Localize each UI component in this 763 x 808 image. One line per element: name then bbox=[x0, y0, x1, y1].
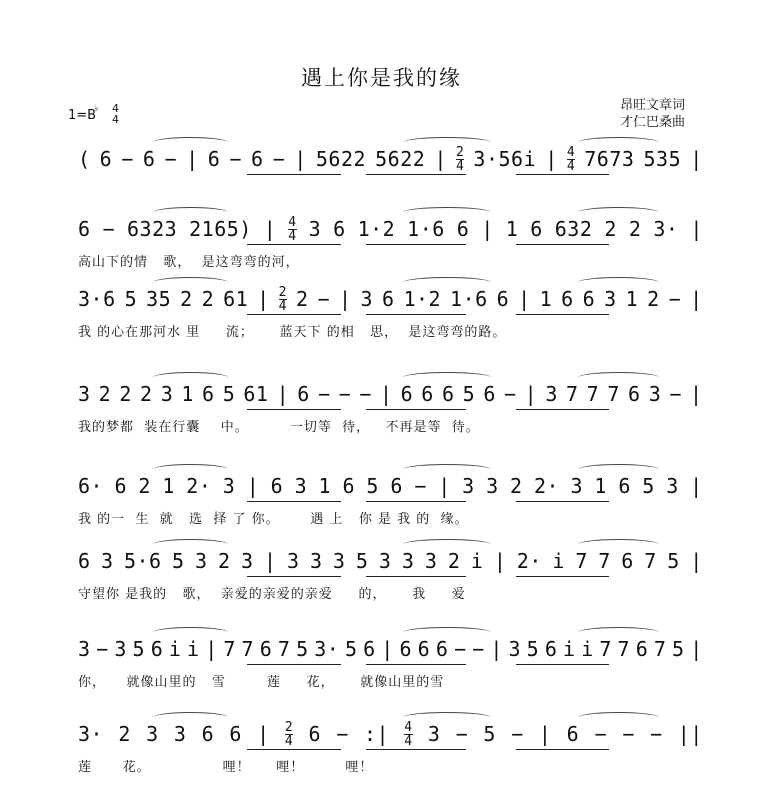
note: 6 bbox=[390, 474, 403, 498]
note: 5 bbox=[296, 637, 309, 661]
lyrics-row: 我的梦都 装在行囊 中。 一切等 待， 不再是等 待。 bbox=[78, 420, 480, 435]
slur-mark bbox=[578, 464, 659, 475]
barline: | bbox=[545, 147, 558, 171]
note: 3 bbox=[648, 382, 662, 406]
note: 6 bbox=[150, 637, 164, 661]
note: 7 bbox=[277, 637, 291, 661]
note: 7 bbox=[599, 637, 612, 661]
note: 6 bbox=[441, 382, 455, 406]
note: 6 bbox=[417, 637, 431, 661]
note: 6 bbox=[308, 722, 321, 746]
note: 2 bbox=[119, 382, 132, 406]
note: 6 bbox=[618, 474, 631, 498]
barline: | bbox=[294, 147, 307, 171]
note: 7 bbox=[223, 637, 236, 661]
slur-mark bbox=[578, 137, 659, 148]
note: 3· bbox=[78, 722, 104, 746]
slur-mark bbox=[153, 464, 228, 475]
note: 6 bbox=[435, 637, 449, 661]
note: 7 bbox=[586, 382, 600, 406]
time-change bbox=[404, 721, 412, 748]
note: 3 bbox=[146, 722, 159, 746]
beam-line bbox=[366, 749, 466, 750]
barline: | bbox=[490, 637, 503, 661]
dash: − bbox=[317, 382, 331, 406]
note: 1 bbox=[539, 287, 553, 311]
slur-mark bbox=[153, 712, 228, 723]
beam-line bbox=[366, 664, 466, 665]
slur-mark bbox=[153, 372, 228, 383]
dash: − bbox=[121, 147, 134, 171]
barline: | bbox=[246, 474, 260, 498]
lyricist-credit: 昂旺文章词 bbox=[620, 98, 686, 113]
beam-line bbox=[366, 244, 466, 245]
time-change-bottom: 4 bbox=[278, 298, 287, 314]
beam-line bbox=[247, 409, 341, 410]
slur-mark bbox=[578, 539, 659, 550]
dash: − bbox=[503, 382, 517, 406]
note: 2· bbox=[186, 474, 212, 498]
time-change-bottom: 4 bbox=[284, 733, 294, 749]
note: 6 bbox=[363, 637, 376, 661]
slur-mark bbox=[403, 277, 491, 288]
note: 3 bbox=[286, 549, 300, 573]
slur-mark bbox=[578, 372, 659, 383]
note: 2 bbox=[447, 549, 461, 573]
beam-line bbox=[247, 314, 341, 315]
barline: | bbox=[690, 474, 703, 498]
time-change bbox=[279, 286, 287, 313]
dash: − bbox=[669, 382, 682, 406]
time-signature-bottom: 4 bbox=[112, 113, 119, 126]
score-line-5 bbox=[0, 470, 763, 550]
barline: | bbox=[690, 549, 703, 573]
slur-mark bbox=[578, 712, 659, 723]
note: 1·6 bbox=[407, 217, 445, 241]
note: 6 bbox=[259, 637, 273, 661]
barline: | bbox=[257, 722, 270, 746]
lyrics-row: 高山下的情 歌， 是这弯弯的河， bbox=[78, 255, 300, 270]
note: 3 bbox=[666, 474, 679, 498]
time-change-bottom: 4 bbox=[566, 158, 576, 174]
slur-mark bbox=[403, 137, 491, 148]
barline: | bbox=[690, 217, 703, 241]
note: 3· bbox=[314, 637, 340, 661]
dash: − bbox=[96, 637, 109, 661]
note: i bbox=[563, 637, 576, 661]
barline: | bbox=[524, 382, 538, 406]
dash: − bbox=[272, 147, 286, 171]
beam-line bbox=[366, 576, 466, 577]
barline: || bbox=[677, 722, 703, 746]
time-change-top: 2 bbox=[278, 284, 287, 300]
note: 6· bbox=[78, 474, 104, 498]
note: 5 bbox=[526, 637, 540, 661]
note: 6 bbox=[483, 382, 496, 406]
note: 61 bbox=[223, 287, 249, 311]
lyrics-row: 守望你 是我的 歌， 亲爱的亲爱的亲爱 的， 我 爱 bbox=[78, 587, 466, 602]
beam-line bbox=[516, 314, 610, 315]
slur-mark bbox=[153, 207, 228, 218]
note: 7 bbox=[566, 382, 579, 406]
note: 3 bbox=[78, 637, 91, 661]
slur-mark bbox=[153, 137, 228, 148]
note: 6 bbox=[496, 287, 510, 311]
note: 7 bbox=[241, 637, 255, 661]
note: 5 bbox=[355, 549, 369, 573]
beam-line bbox=[516, 244, 610, 245]
beam-line bbox=[247, 576, 341, 577]
note: 3 bbox=[294, 474, 308, 498]
note: 6 bbox=[566, 722, 580, 746]
lyrics-row: 我 的心在那河水 里 流； 蓝天下 的相 思， 是这弯弯的路。 bbox=[78, 325, 507, 340]
note: 632 bbox=[554, 217, 593, 241]
slur-mark bbox=[153, 539, 228, 550]
dash: − bbox=[102, 217, 116, 241]
note: 2165) bbox=[189, 217, 252, 241]
note: 6 bbox=[207, 147, 221, 171]
slur-mark bbox=[403, 539, 491, 550]
note: 1·2 bbox=[403, 287, 442, 311]
barline: | bbox=[690, 637, 703, 661]
note: 6 bbox=[251, 147, 264, 171]
slur-mark bbox=[153, 627, 228, 638]
note: 6323 bbox=[127, 217, 178, 241]
barline: | bbox=[257, 287, 270, 311]
note: 6 bbox=[114, 474, 128, 498]
note: 5 bbox=[344, 637, 358, 661]
barline: | bbox=[481, 217, 494, 241]
note: 7 bbox=[598, 549, 611, 573]
note: 1 bbox=[162, 474, 175, 498]
beam-line bbox=[247, 174, 341, 175]
note: 5622 bbox=[375, 147, 426, 171]
lyrics-row bbox=[78, 181, 688, 199]
barline: :| bbox=[363, 722, 390, 746]
note: 5 bbox=[642, 474, 655, 498]
note: 5 bbox=[483, 722, 496, 746]
composer-credit: 才仁巴桑曲 bbox=[620, 115, 686, 130]
barline: | bbox=[263, 217, 277, 241]
slur-mark bbox=[403, 627, 491, 638]
note: 5 bbox=[222, 382, 236, 406]
note: 3·6 bbox=[78, 287, 116, 311]
note: 3 bbox=[100, 549, 114, 573]
time-signature-top: 4 bbox=[112, 102, 119, 115]
note: 1 bbox=[181, 382, 194, 406]
note: 3 bbox=[570, 474, 583, 498]
barline: | bbox=[493, 549, 507, 573]
beam-line bbox=[516, 501, 610, 502]
lyrics-row: 你， 就像山里的 雪 莲 花， 就像山里的雪 bbox=[78, 675, 445, 690]
time-change bbox=[288, 216, 296, 243]
beam-line bbox=[516, 409, 610, 410]
slur-mark bbox=[578, 277, 659, 288]
barline: | bbox=[205, 637, 218, 661]
dash: − bbox=[668, 287, 682, 311]
slur-mark bbox=[403, 207, 491, 218]
note: 3 bbox=[545, 382, 558, 406]
dash: − bbox=[338, 382, 352, 406]
note: 61 bbox=[243, 382, 269, 406]
time-signature bbox=[112, 103, 119, 125]
dash: − bbox=[455, 722, 469, 746]
note: 2 bbox=[647, 287, 660, 311]
note: 3 bbox=[424, 549, 438, 573]
beam-line bbox=[366, 501, 466, 502]
note: 2 bbox=[201, 287, 215, 311]
note: 1·2 bbox=[357, 217, 396, 241]
beam-line bbox=[366, 174, 466, 175]
barline: | bbox=[538, 722, 552, 746]
score-line-3 bbox=[0, 283, 763, 363]
time-change-top: 4 bbox=[566, 144, 576, 160]
key-label: 1=B bbox=[68, 108, 97, 123]
dash: − bbox=[472, 637, 485, 661]
note: i bbox=[552, 549, 565, 573]
beam-line bbox=[516, 749, 610, 750]
barline: | bbox=[434, 147, 447, 171]
barline: | bbox=[338, 287, 352, 311]
time-change bbox=[567, 146, 575, 173]
note: 5 bbox=[172, 549, 185, 573]
note: 3 bbox=[462, 474, 475, 498]
beam-line bbox=[516, 576, 610, 577]
note: 7 bbox=[653, 637, 667, 661]
note: 3 bbox=[240, 549, 254, 573]
note: 5 bbox=[124, 287, 138, 311]
note: 7673 bbox=[584, 147, 635, 171]
note: 7 bbox=[607, 382, 620, 406]
score-line-4 bbox=[0, 378, 763, 458]
dash: − bbox=[336, 722, 349, 746]
flat-sign: ♭ bbox=[94, 104, 99, 114]
note: 6 bbox=[99, 147, 113, 171]
beam-line bbox=[366, 314, 466, 315]
slur-mark bbox=[403, 712, 491, 723]
note: 3 bbox=[427, 722, 441, 746]
song-title: 遇上你是我的缘 bbox=[301, 66, 462, 90]
time-change-top: 4 bbox=[404, 719, 413, 735]
note: 6 bbox=[270, 474, 284, 498]
note: 2 bbox=[628, 217, 642, 241]
time-change-bottom: 4 bbox=[288, 228, 297, 244]
note: 6 bbox=[229, 722, 242, 746]
note: 3 bbox=[222, 474, 236, 498]
note: 3 bbox=[114, 637, 127, 661]
note: 7 bbox=[644, 549, 657, 573]
note: 3 bbox=[195, 549, 208, 573]
dash: − bbox=[622, 722, 635, 746]
barline: | bbox=[186, 147, 199, 171]
time-change-bottom: 4 bbox=[456, 158, 465, 174]
note: 5 bbox=[667, 549, 680, 573]
dash: − bbox=[649, 722, 663, 746]
key-signature bbox=[68, 104, 100, 123]
note: 3·56i bbox=[473, 147, 537, 171]
note: 1·6 bbox=[450, 287, 488, 311]
note: 6 bbox=[544, 637, 558, 661]
note: 6 bbox=[635, 637, 649, 661]
note: i bbox=[470, 549, 484, 573]
beam-line bbox=[247, 749, 341, 750]
note: 6 bbox=[582, 287, 596, 311]
note: 3· bbox=[653, 217, 679, 241]
dash: − bbox=[511, 722, 524, 746]
dash: − bbox=[594, 722, 607, 746]
note: 1 bbox=[505, 217, 519, 241]
note: 6 bbox=[78, 217, 91, 241]
note: 1 bbox=[318, 474, 332, 498]
note: 1 bbox=[594, 474, 607, 498]
note: 5622 bbox=[315, 147, 367, 171]
note: 2 bbox=[140, 382, 153, 406]
barline: | bbox=[276, 382, 290, 406]
note: 6 bbox=[561, 287, 574, 311]
time-change-top: 4 bbox=[288, 214, 297, 230]
note: 6 bbox=[400, 382, 414, 406]
slur-mark bbox=[153, 277, 228, 288]
note: 3 bbox=[486, 474, 499, 498]
note: 6 bbox=[142, 147, 156, 171]
score-line-7 bbox=[0, 633, 763, 713]
note: 2 bbox=[604, 217, 617, 241]
slur-mark bbox=[578, 207, 659, 218]
note: 5 bbox=[462, 382, 476, 406]
barline: | bbox=[518, 287, 531, 311]
dash: − bbox=[229, 147, 242, 171]
note: 6 bbox=[201, 722, 215, 746]
barline: | bbox=[379, 382, 393, 406]
beam-line bbox=[516, 174, 610, 175]
barline: | bbox=[690, 287, 703, 311]
note: ( bbox=[78, 147, 91, 171]
note: 5·6 bbox=[123, 549, 162, 573]
note: 6 bbox=[399, 637, 413, 661]
barline: | bbox=[263, 549, 277, 573]
barline: | bbox=[381, 637, 394, 661]
time-change bbox=[456, 146, 464, 173]
time-change bbox=[285, 721, 293, 748]
note: 5 bbox=[366, 474, 379, 498]
dash: − bbox=[414, 474, 427, 498]
note: 3 bbox=[378, 549, 392, 573]
beam-line bbox=[247, 244, 341, 245]
note: 3 bbox=[160, 382, 174, 406]
note: 5 bbox=[132, 637, 146, 661]
note: 3 bbox=[173, 722, 187, 746]
slur-mark bbox=[403, 464, 491, 475]
beam-line bbox=[366, 409, 466, 410]
beam-line bbox=[247, 501, 341, 502]
score-line-6 bbox=[0, 545, 763, 625]
note: 2 bbox=[98, 382, 112, 406]
note: 3 bbox=[78, 382, 91, 406]
time-change-top: 2 bbox=[456, 144, 465, 160]
note: 5 bbox=[672, 637, 685, 661]
note: 6 bbox=[456, 217, 470, 241]
note: 2 bbox=[510, 474, 523, 498]
note: 3 bbox=[332, 549, 346, 573]
note: 3 bbox=[401, 549, 415, 573]
dash: − bbox=[453, 637, 467, 661]
beam-line bbox=[247, 664, 341, 665]
note: 535 bbox=[643, 147, 682, 171]
note: i bbox=[187, 637, 200, 661]
dash: − bbox=[359, 382, 372, 406]
note: 6 bbox=[530, 217, 543, 241]
note: 2 bbox=[138, 474, 151, 498]
note: i bbox=[168, 637, 182, 661]
note: 35 bbox=[146, 287, 172, 311]
note: 6 bbox=[421, 382, 434, 406]
lyrics-row: 我 的一 生 就 选 择 了 你。 遇 上 你 是 我 的 缘。 bbox=[78, 512, 469, 527]
time-change-top: 2 bbox=[284, 719, 294, 735]
barline: | bbox=[690, 147, 703, 171]
note: 7 bbox=[575, 549, 588, 573]
note: 3 bbox=[360, 287, 373, 311]
note: 6 bbox=[628, 382, 641, 406]
note: i bbox=[581, 637, 594, 661]
note: 3 bbox=[508, 637, 522, 661]
slur-mark bbox=[403, 372, 491, 383]
barline: | bbox=[690, 382, 703, 406]
note: 2 bbox=[295, 287, 309, 311]
score-line-8 bbox=[0, 718, 763, 798]
lyrics-row: 莲 花。 哩！ 哩！ 哩！ bbox=[78, 760, 374, 775]
note: 2 bbox=[218, 549, 231, 573]
note: 3 bbox=[308, 217, 322, 241]
note: 3 bbox=[604, 287, 617, 311]
slur-mark bbox=[578, 627, 659, 638]
barline: | bbox=[438, 474, 451, 498]
beam-line bbox=[516, 664, 610, 665]
dash: − bbox=[164, 147, 178, 171]
note: 3 bbox=[309, 549, 323, 573]
note: 6 bbox=[621, 549, 634, 573]
note: 6 bbox=[297, 382, 310, 406]
note: 7 bbox=[617, 637, 631, 661]
note: 2 bbox=[118, 722, 131, 746]
note: 6 bbox=[381, 287, 395, 311]
time-change-bottom: 4 bbox=[404, 733, 413, 749]
credits bbox=[620, 97, 685, 131]
note: 1 bbox=[625, 287, 639, 311]
dash: − bbox=[317, 287, 330, 311]
note: 2· bbox=[516, 549, 542, 573]
note: 6 bbox=[342, 474, 356, 498]
note: 6 bbox=[333, 217, 346, 241]
note: 6 bbox=[202, 382, 215, 406]
note: 6 bbox=[78, 549, 91, 573]
note: 2· bbox=[533, 474, 560, 498]
note: 2 bbox=[180, 287, 193, 311]
